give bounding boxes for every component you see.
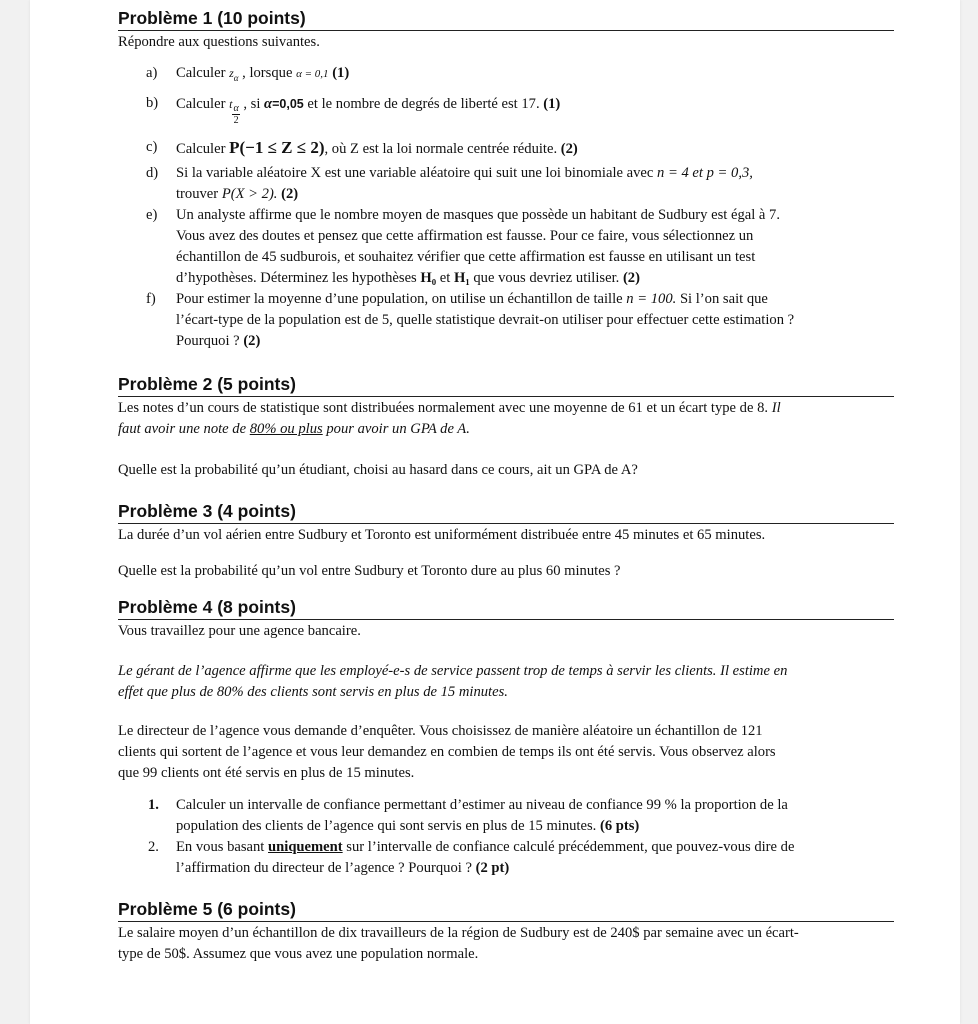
problem-3-statement: La durée d’un vol aérien entre Sudbury et Toronto est uniformément distribuée entre 45 minutes et 65 minutes. bbox=[118, 527, 766, 543]
alpha-over-two: $\frac{\alpha}{2}$ bbox=[233, 103, 239, 126]
problem-3-title: Problème 3 (4 points) bbox=[118, 501, 894, 524]
question-marker: 1. bbox=[148, 797, 159, 813]
problem-1 bbox=[118, 8, 894, 352]
question-b: b) Calculer t $\frac{\alpha}{2}$ , si α=0,05 et le nombre de degrés de liberté est 17. (1) bbox=[146, 95, 561, 126]
problem-5-statement: Le salaire moyen d’un échantillon de dix travailleurs de la région de Sudbury est de 240$ par semaine avec un écart- type de 50$. Assumez que vous avez une population normale. bbox=[118, 925, 799, 962]
problem-4-context: Le directeur de l’agence vous demande d’enquêter. Vous choisissez de manière aléatoire un échantillon de 121 clients qui sortent de l’agence et vous leur demandez en combien de temps ils ont été servis. Vous observez alors que 99 clients ont été servis en plus de 15 minutes. bbox=[118, 723, 776, 781]
problem-2-statement: Les notes d’un cours de statistique sont distribuées normalement avec une moyenne de 61 et un écart type de 8. Il faut avoir une note de 80% ou plus pour avoir un GPA de A. bbox=[118, 400, 781, 437]
question-marker: b) bbox=[146, 95, 159, 111]
question-f: f) Pour estimer la moyenne d’une population, on utilise un échantillon de taille n = 100. Si l’on sait que l’écart-type de la population est de 5, quelle statistique devrait-on utiliser pour effectuer cette estimation ? Pourquoi ? (2) bbox=[146, 291, 795, 349]
question-1: 1. Calculer un intervalle de confiance permettant d’estimer au niveau de confiance 99 % la proportion de la population des clients de l’agence qui sont servis en plus de 15 minutes. (6 pts) bbox=[148, 797, 788, 834]
problem-4-title: Problème 4 (8 points) bbox=[118, 597, 894, 620]
document-content bbox=[118, 8, 894, 965]
question-marker: d) bbox=[146, 165, 159, 181]
question-e: e) Un analyste affirme que le nombre moyen de masques que possède un habitant de Sudbury est égal à 7. Vous avez des doutes et pensez que cette affirmation est fausse. Pour ce faire, vous sélectionnez un échantillon de 45 sudburois, et souhaitez vérifier que cette affirmation est fausse en utilisant un test d’hypothèses. Déterminez les hypothèses H₀ et H₁ que vous devriez utiliser. (2) bbox=[146, 207, 780, 286]
problem-1-title: Problème 1 (10 points) bbox=[118, 8, 894, 31]
question-a: a) Calculer $z_\alpha$ , lorsque α = 0,1 (1) bbox=[146, 65, 350, 83]
problem-2-question: Quelle est la probabilité qu’un étudiant, choisi au hasard dans ce cours, ait un GPA de A? bbox=[118, 462, 638, 478]
problem-1-questions bbox=[118, 63, 894, 352]
question-marker: e) bbox=[146, 207, 158, 223]
problem-5 bbox=[118, 899, 894, 965]
problem-4 bbox=[118, 597, 894, 879]
question-2: 2. En vous basant uniquement sur l’intervalle de confiance calculé précédemment, que pouvez-vous dire de l’affirmation du directeur de l’agence ? Pourquoi ? (2 pt) bbox=[148, 839, 795, 876]
problem-3 bbox=[118, 501, 894, 582]
question-c: c) Calculer P(−1 ≤ Z ≤ 2), où Z est la loi normale centrée réduite. (2) bbox=[146, 138, 578, 157]
problem-4-intro: Vous travaillez pour une agence bancaire. bbox=[118, 623, 361, 639]
problem-2-title: Problème 2 (5 points) bbox=[118, 374, 894, 397]
question-marker: a) bbox=[146, 65, 158, 81]
problem-3-question: Quelle est la probabilité qu’un vol entre Sudbury et Toronto dure au plus 60 minutes ? bbox=[118, 563, 621, 579]
problem-2 bbox=[118, 374, 894, 481]
question-marker: f) bbox=[146, 291, 156, 307]
question-marker: c) bbox=[146, 139, 158, 155]
problem-5-title: Problème 5 (6 points) bbox=[118, 899, 894, 922]
question-marker: 2. bbox=[148, 839, 159, 855]
document-page bbox=[30, 0, 960, 1024]
problem-4-claim: Le gérant de l’agence affirme que les employé-e-s de service passent trop de temps à servir les clients. Il estime en effet que plus de 80% des clients sont servis en plus de 15 minutes. bbox=[118, 663, 788, 700]
problem-4-questions bbox=[118, 795, 894, 879]
question-d: d) Si la variable aléatoire X est une variable aléatoire qui suit une loi binomiale avec n = 4 et p = 0,3, trouver P(X > 2). (2) bbox=[146, 165, 753, 202]
problem-1-intro: Répondre aux questions suivantes. bbox=[118, 34, 320, 50]
